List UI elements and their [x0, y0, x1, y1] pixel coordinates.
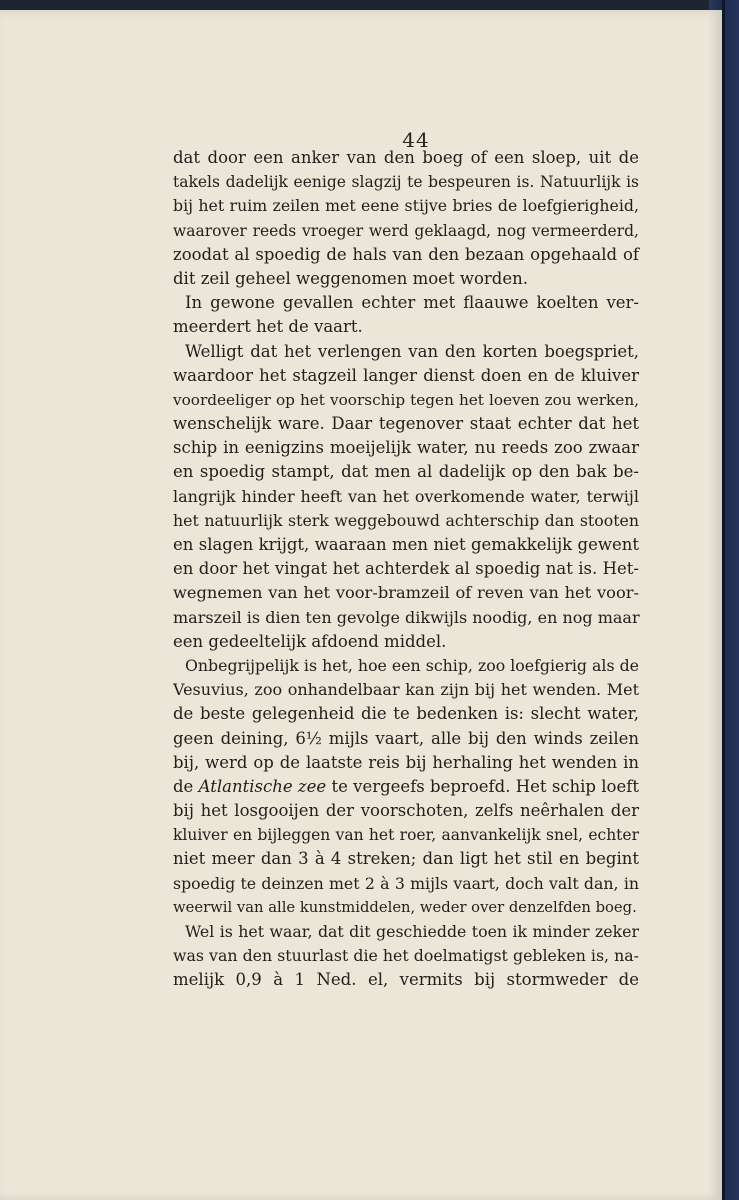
text-line: bij, werd op de laatste reis bij herhaling het wenden in: [173, 752, 639, 772]
spine-edge: [722, 0, 725, 1200]
text-line: wegnemen van het voor-bramzeil of reven van het voor-: [173, 583, 639, 603]
text-line: zoodat al spoedig de hals van den bezaan opgehaald of: [173, 244, 639, 264]
text-line: niet meer dan 3 à 4 streken; dan ligt het stil en begint: [173, 849, 639, 869]
page-number: 44: [402, 128, 430, 152]
text-line: spoedig te deinzen met 2 à 3 mijls vaart, doch valt dan, in: [173, 873, 639, 893]
text-line: en slagen krijgt, waaraan men niet gemakkelijk gewent: [173, 535, 639, 554]
body-text: [173, 146, 639, 993]
text-line: takels dadelijk eenige slagzij te bespeuren is. Natuurlijk is: [173, 173, 639, 192]
text-line: [173, 775, 639, 799]
text-line: waarover reeds vroeger werd geklaagd, nog vermeerderd,: [173, 221, 639, 240]
text-line: wenschelijk ware. Daar tegenover staat echter dat het: [173, 414, 639, 434]
text-line: een gedeeltelijk afdoend middel.: [173, 631, 447, 651]
text-line: en door het vingat het achterdek al spoedig nat is. Het-: [173, 559, 639, 579]
text-line: was van den stuurlast die het doelmatigst gebleken is, na-: [173, 946, 639, 966]
text-line: melijk 0,9 à 1 Ned. el, vermits bij stormweder de: [173, 970, 639, 990]
text-line: Vesuvius, zoo onhandelbaar kan zijn bij het wenden. Met: [173, 680, 639, 700]
text-line: langrijk hinder heeft van het overkomende water, terwijl: [173, 486, 639, 506]
text-line: weerwil van alle kunstmiddelen, weder over denzelfden boeg.: [173, 898, 637, 916]
text-line: marszeil is dien ten gevolge dikwijls noodig, en nog maar: [173, 607, 640, 627]
text-line: waardoor het stagzeil langer dienst doen en de kluiver: [173, 365, 639, 385]
text-line: dat door een anker van den boeg of een sloep, uit de: [173, 148, 639, 167]
text-line: en spoedig stampt, dat men al dadelijk op den bak be-: [173, 462, 639, 482]
text-line: Onbegrijpelijk is het, hoe een schip, zoo loefgierig als de: [185, 655, 639, 675]
text-line: bij het losgooijen der voorschoten, zelfs neêrhalen der: [173, 801, 639, 821]
text-line: Welligt dat het verlengen van den korten boegspriet,: [185, 341, 639, 361]
text-line: bij het ruim zeilen met eene stijve bries de loefgierigheid,: [173, 196, 639, 216]
text-line: het natuurlijk sterk weggebouwd achterschip dan stooten: [173, 510, 639, 530]
text-line: kluiver en bijleggen van het roer, aanvankelijk snel, echter: [173, 826, 639, 845]
italic-place-name: Atlantische zee: [198, 776, 327, 796]
text-line-pre: de: [173, 776, 199, 796]
text-line: dit zeil geheel weggenomen moet worden.: [173, 268, 528, 288]
text-line: meerdert het de vaart.: [173, 317, 363, 337]
text-line: geen deining, 6½ mijls vaart, alle bij den winds zeilen: [173, 728, 639, 748]
text-line: voordeeliger op het voorschip tegen het loeven zou werken,: [173, 390, 639, 409]
text-line: schip in eenigzins moeijelijk water, nu reeds zoo zwaar: [173, 438, 639, 458]
text-line: Wel is het waar, dat dit geschiedde toen ik minder zeker: [185, 922, 639, 941]
text-line: In gewone gevallen echter met flaauwe koelten ver-: [185, 293, 639, 313]
text-line-post: te vergeefs beproefd. Het schip loeft: [326, 776, 639, 796]
text-line: de beste gelegenheid die te bedenken is: slecht water,: [173, 704, 639, 724]
